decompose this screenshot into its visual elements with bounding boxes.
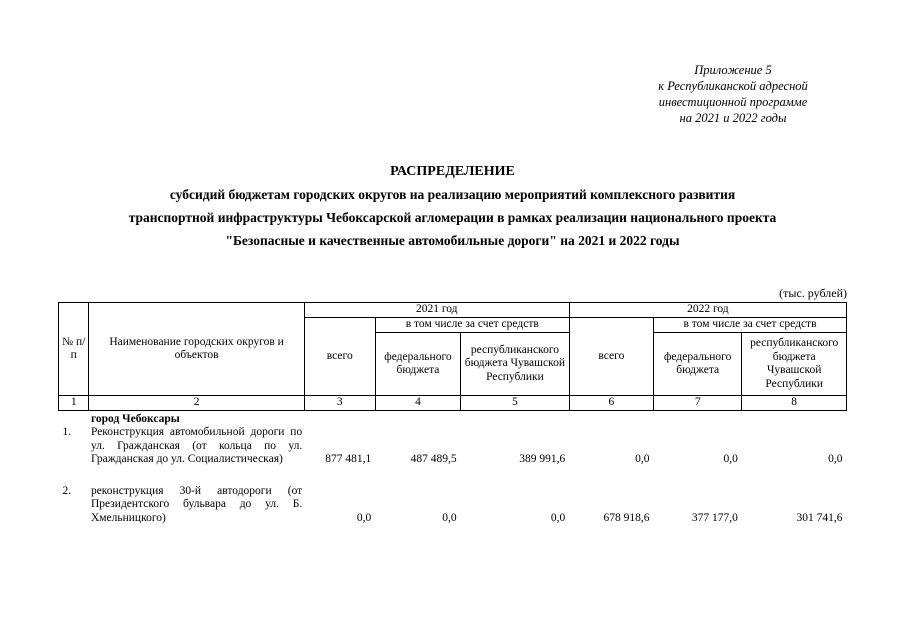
header-federal-2022: федерального бюджета — [654, 333, 742, 396]
value-2021-republic: 389 991,6 — [519, 453, 566, 465]
column-number: 4 — [375, 396, 460, 411]
header-incl-2022: в том числе за счет средств — [654, 318, 847, 333]
header-republic-2022: республиканского бюджета Чувашской Республики — [742, 333, 847, 396]
value-2022-republic: 0,0 — [828, 453, 843, 465]
column-number: 6 — [569, 396, 653, 411]
value-2022-total: 678 918,6 — [603, 511, 650, 524]
column-numbers-row — [59, 396, 847, 411]
row-number: 2. — [62, 484, 72, 497]
value-2021-federal: 0,0 — [442, 511, 457, 524]
header-incl-2021: в том числе за счет средств — [375, 318, 569, 333]
title-line: транспортной инфраструктуры Чебоксарской агломерации в рамках реализации национального проекта — [128, 210, 777, 225]
column-number: 7 — [654, 396, 742, 411]
group-row — [59, 410, 847, 426]
row-number: 1. — [62, 426, 72, 438]
header-no: № п/п — [59, 303, 89, 396]
group-label: город Чебоксары — [90, 412, 180, 425]
value-2022-federal: 0,0 — [723, 453, 738, 465]
header-year-2022: 2022 год — [569, 303, 846, 318]
title-main: РАСПРЕДЕЛЕНИЕ — [390, 164, 515, 179]
units-label: (тыс. рублей) — [779, 286, 847, 300]
appendix-line: к Республиканской адресной — [658, 79, 808, 93]
appendix-note — [623, 62, 843, 126]
row-name: реконструкция 30-й автодороги (от Президентского бульвара до ул. Б. Хмельницкого) — [90, 484, 303, 524]
column-number: 1 — [59, 396, 89, 411]
header-total-2021: всего — [304, 318, 375, 396]
document-title — [60, 160, 845, 252]
distribution-table — [58, 302, 847, 525]
header-total-2022: всего — [569, 318, 653, 396]
header-republic-2021: республиканского бюджета Чувашской Республики — [461, 333, 570, 396]
appendix-line: инвестиционной программе — [658, 95, 808, 109]
table-row — [59, 426, 847, 467]
header-federal-2021: федерального бюджета — [375, 333, 460, 396]
table-body — [59, 410, 847, 525]
title-line: "Безопасные и качественные автомобильные дороги" на 2021 и 2022 годы — [225, 233, 680, 248]
column-number: 5 — [461, 396, 570, 411]
table-header — [59, 303, 847, 411]
column-number: 2 — [89, 396, 304, 411]
value-2022-total: 0,0 — [635, 453, 650, 465]
appendix-line: Приложение 5 — [694, 63, 772, 77]
title-line: субсидий бюджетам городских округов на реализацию мероприятий комплексного развития — [169, 187, 736, 202]
value-2021-total: 877 481,1 — [325, 453, 372, 465]
header-name: Наименование городских округов и объектов — [89, 303, 304, 396]
value-2021-total: 0,0 — [356, 511, 372, 524]
value-2022-federal: 377 177,0 — [691, 511, 738, 524]
value-2022-republic: 301 741,6 — [796, 511, 843, 524]
header-year-2021: 2021 год — [304, 303, 569, 318]
column-number: 8 — [742, 396, 847, 411]
row-name: Реконструкция автомобильной дороги по ул. Гражданская (от кольца по ул. Гражданская до ул. Социалистическая) — [90, 426, 303, 465]
value-2021-federal: 487 489,5 — [410, 453, 457, 465]
table-row — [59, 485, 847, 526]
value-2021-republic: 0,0 — [550, 511, 566, 524]
column-number: 3 — [304, 396, 375, 411]
appendix-line: на 2021 и 2022 годы — [679, 111, 787, 125]
